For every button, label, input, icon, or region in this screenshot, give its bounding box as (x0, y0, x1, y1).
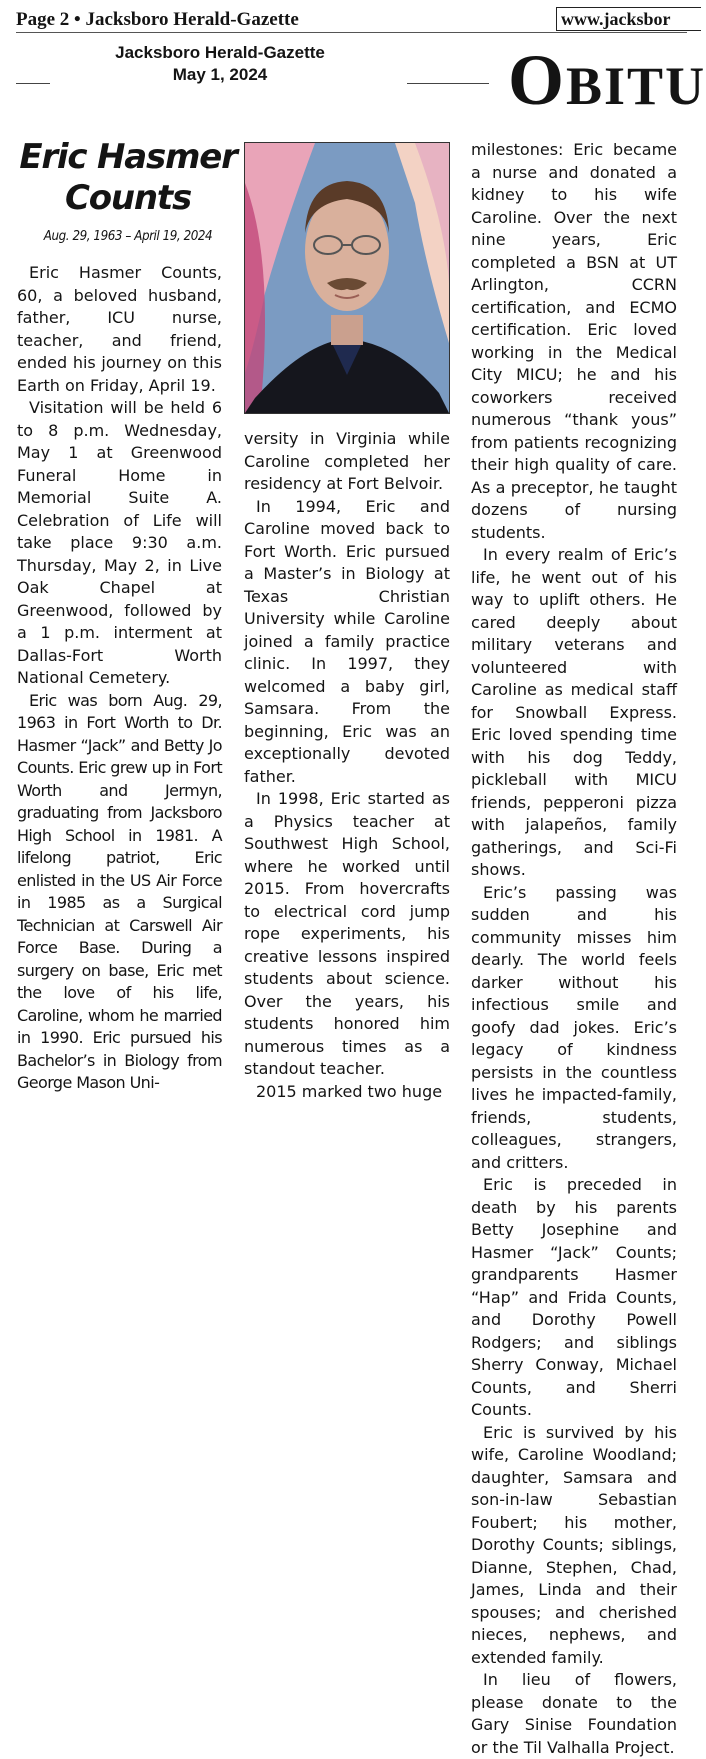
portrait-illustration (245, 143, 449, 413)
website-link[interactable]: www.jacksbor (556, 7, 701, 31)
name-line-1: Eric Hasmer (19, 137, 237, 177)
paragraph: Eric was born Aug. 29, 1963 in Fort Worth to Dr. Hasmer “Jack” and Betty Jo Counts. Eric grew up in Fort Worth and Jermyn, graduating from Jacksboro High School in 1981. A lifelong patriot, Eric enlisted in the US Air Force in 1985 as a Surgical Technician at Carswell Air Force Base. During a surgery on base, Eric met the love of his life, Caroline, whom he married in 1990. Eric pursued his Bachelor’s in Biology from George Mason Uni- (17, 690, 222, 1092)
section-initial: O (508, 40, 567, 120)
right-rule (407, 83, 489, 84)
paragraph: In lieu of flowers, please donate to the Gary Sinise Foundation or the Til Valhalla Project. (471, 1670, 677, 1757)
paragraph: Eric Hasmer Counts, 60, a beloved husband, father, ICU nurse, teacher, and friend, ended his journey on this Earth on Friday, April 19. (17, 263, 222, 395)
paragraph: 2015 marked two huge (256, 1081, 443, 1101)
paragraph: Eric’s passing was sudden and his community misses him dearly. The world feels darker without his infectious smile and goofy dad jokes. Eric’s legacy of kindness persists in the countless lives he impacted-family, friends, students, colleagues, strangers, and critters. (471, 882, 677, 1172)
issue-dateline (80, 42, 360, 86)
paragraph: Eric is survived by his wife, Caroline Woodland; daughter, Samsara and son-in-law Sebastian Foubert; his mother, Dorothy Counts; siblings, Dianne, Stephen, Chad, James, Linda and their spouses; and cherished nieces, nephews, and extended family. (471, 1422, 677, 1667)
paragraph: In every realm of Eric’s life, he went out of his way to uplift others. He cared deeply about military veterans and volunteered with Caroline as medical staff for Snowball Express. Eric loved spending time with his dog Teddy, pickleball with MICU friends, pepperoni pizza with jalapeños, family gatherings, and Sci-Fi shows. (471, 545, 677, 879)
text-column-2 (244, 428, 450, 1103)
text-column-1 (17, 262, 222, 1095)
paragraph: Visitation will be held 6 to 8 p.m. Wednesday, May 1 at Greenwood Funeral Home in Memorial Suite A. Celebration of Life will take place 9:30 a.m. Thursday, May 2, in Live Oak Chapel at Greenwood, followed by a 1 p.m. interment at Dallas-Fort Worth National Cemetery. (17, 398, 222, 687)
life-dates: Aug. 29, 1963 – April 19, 2024 (43, 229, 213, 244)
paragraph: versity in Virginia while Caroline completed her residency at Fort Belvoir. (244, 429, 450, 493)
issue-date: May 1, 2024 (172, 65, 268, 84)
paragraph: In 1998, Eric started as a Physics teacher at Southwest High School, where he worked until 2015. From hovercrafts to electrical cord jump rope experiments, his creative lessons inspired students about science. Over the years, his students honored him numerous times as a standout teacher. (244, 789, 450, 1078)
name-line-2: Counts (64, 178, 191, 218)
text-column-3 (471, 139, 677, 1759)
section-rest: BITU (566, 56, 706, 116)
portrait-photo (244, 142, 450, 414)
left-rule (16, 83, 50, 84)
paragraph: In 1994, Eric and Caroline moved back to Fort Worth. Eric pursued a Master’s in Biology at Texas Christian University while Caroline joined a family practice clinic. In 1997, they welcomed a baby girl, Samsara. From the beginning, Eric was an exceptionally devoted father. (244, 496, 450, 786)
paragraph: Eric is preceded in death by his parents Betty Josephine and Hasmer “Jack” Counts; grandparents Hasmer “Hap” and Frida Counts, and Dorothy Powell Rodgers; and siblings Sherry Conway, Michael Counts, and Sherri Counts. (471, 1175, 677, 1419)
obituary-name (18, 137, 238, 219)
running-head: Page 2 • Jacksboro Herald-Gazette (16, 9, 299, 30)
paper-name: Jacksboro Herald-Gazette (115, 43, 325, 62)
section-title (508, 40, 706, 122)
paragraph: milestones: Eric became a nurse and donated a kidney to his wife Caroline. Over the next nine years, Eric completed a BSN at UT Arlington, CCRN certification, and ECMO certification. Eric loved working in the Medical City MICU; he and his coworkers received numerous “thank yous” from patients recognizing their high quality of care. As a preceptor, he taught dozens of nursing students. (471, 140, 677, 542)
page-header (16, 6, 687, 33)
